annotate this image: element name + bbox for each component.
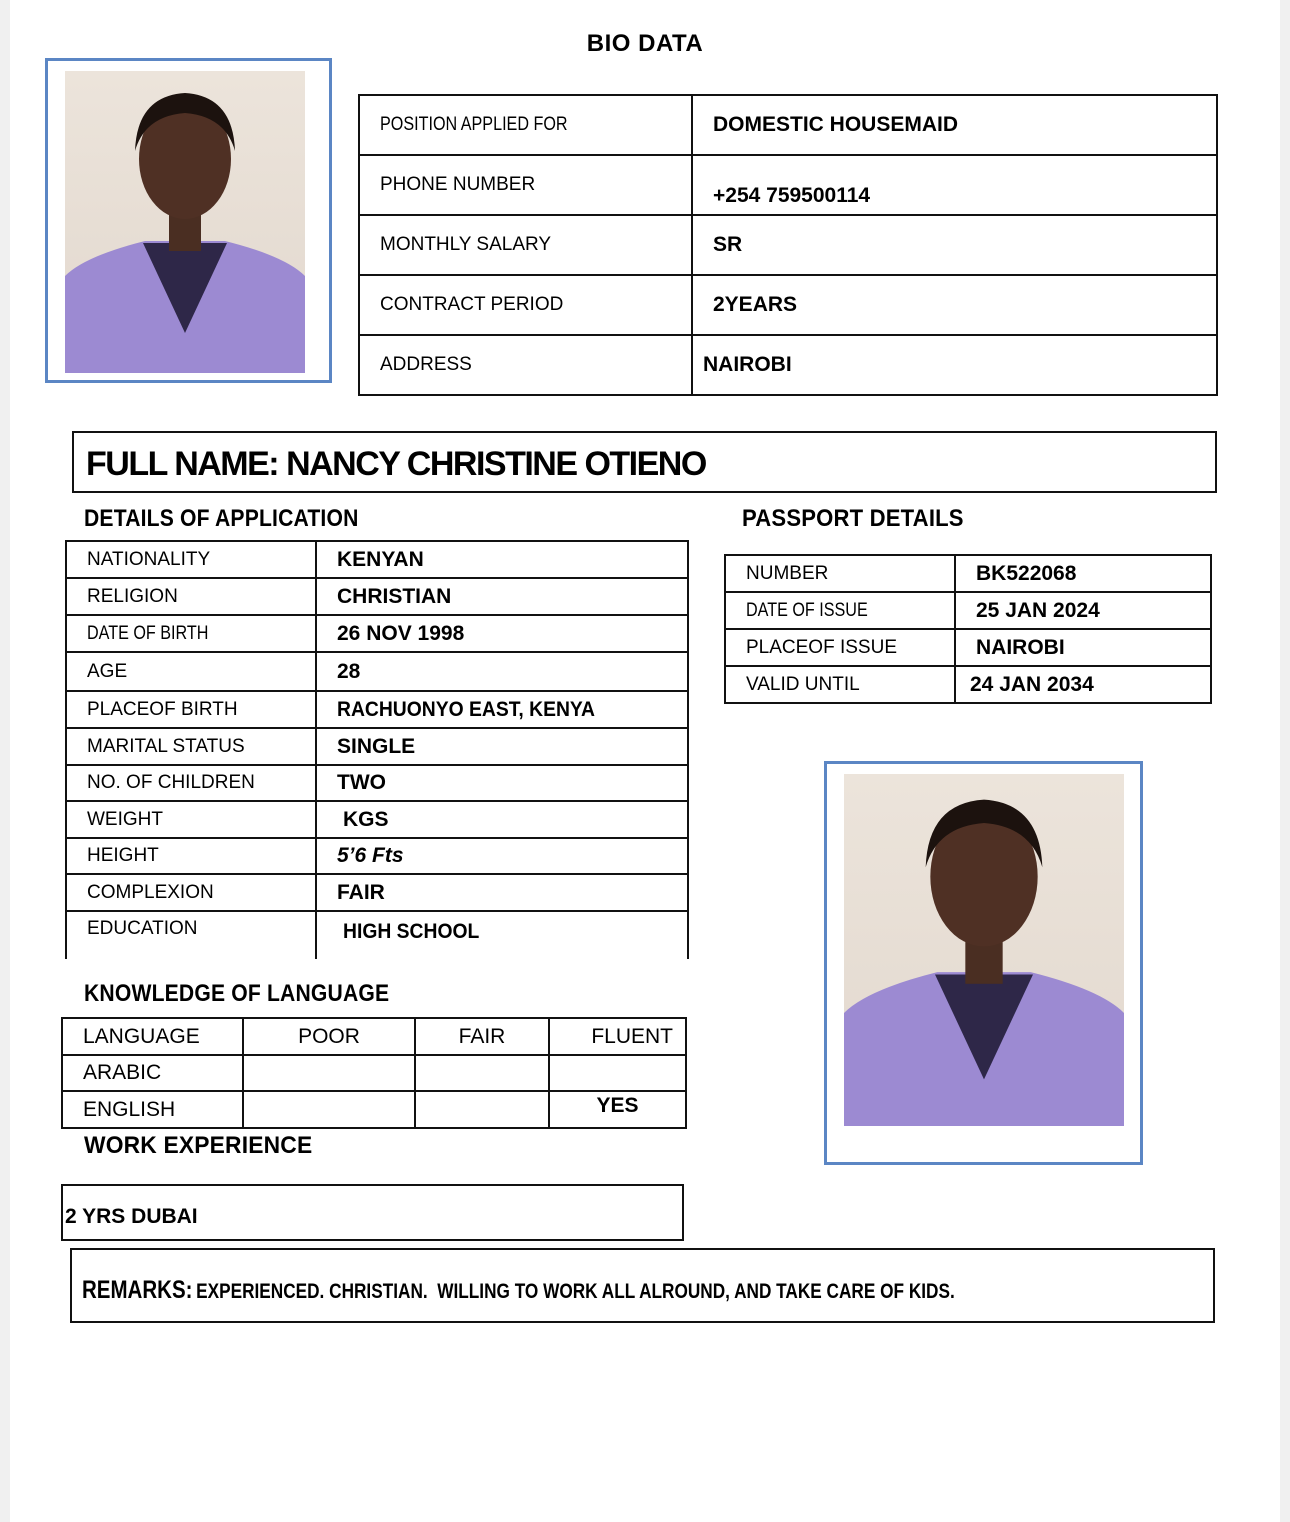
language-fair — [415, 1091, 549, 1128]
complexion-value: FAIR — [316, 874, 688, 911]
position-label: POSITION APPLIED FOR — [359, 95, 692, 155]
language-table — [61, 1017, 687, 1129]
full-name: FULL NAME: NANCY CHRISTINE OTIENO — [86, 445, 706, 483]
age-value: 28 — [316, 652, 688, 691]
marital-status-value: SINGLE — [316, 728, 688, 765]
children-label: NO. OF CHILDREN — [66, 765, 316, 801]
table-row — [62, 1091, 686, 1128]
table-row — [359, 275, 1217, 335]
table-row — [66, 578, 688, 615]
language-poor — [243, 1091, 415, 1128]
application-heading: DETAILS OF APPLICATION — [84, 505, 359, 532]
table-row — [66, 541, 688, 578]
complexion-label: COMPLEXION — [66, 874, 316, 911]
address-label: ADDRESS — [359, 335, 692, 395]
table-row — [62, 1055, 686, 1091]
religion-label: RELIGION — [66, 578, 316, 615]
table-row — [66, 801, 688, 838]
table-row — [66, 691, 688, 728]
passport-heading: PASSPORT DETAILS — [742, 505, 964, 532]
phone-value: +254 759500114 — [692, 155, 1217, 215]
table-row — [725, 666, 1211, 703]
passport-number-label: NUMBER — [725, 555, 955, 592]
issue-date-label: DATE OF ISSUE — [725, 592, 955, 629]
phone-label: PHONE NUMBER — [359, 155, 692, 215]
children-value: TWO — [316, 765, 688, 801]
place-of-birth-value: RACHUONYO EAST, KENYA — [316, 691, 688, 728]
height-label: HEIGHT — [66, 838, 316, 874]
dob-value: 26 NOV 1998 — [316, 615, 688, 652]
valid-until-label: VALID UNTIL — [725, 666, 955, 703]
remarks-text: EXPERIENCED. CHRISTIAN. WILLING TO WORK ALL ALROUND, AND TAKE CARE OF KIDS. — [196, 1280, 955, 1303]
table-row — [725, 629, 1211, 666]
religion-value: CHRISTIAN — [316, 578, 688, 615]
work-experience-box — [61, 1184, 684, 1241]
language-name: ENGLISH — [62, 1091, 243, 1128]
nationality-label: NATIONALITY — [66, 541, 316, 578]
weight-label: WEIGHT — [66, 801, 316, 838]
language-col-header: LANGUAGE — [62, 1018, 243, 1055]
table-row — [66, 874, 688, 911]
height-value: 5’6 Fts — [316, 838, 688, 874]
table-row — [66, 911, 688, 959]
address-value: NAIROBI — [692, 335, 1217, 395]
applicant-photo-frame-bottom — [824, 761, 1143, 1165]
table-row — [66, 652, 688, 691]
salary-value: SR — [692, 215, 1217, 275]
passport-number-value: BK522068 — [955, 555, 1211, 592]
applicant-photo — [65, 71, 305, 373]
language-fluent: YES — [549, 1091, 686, 1128]
work-experience-value: 2 YRS DUBAI — [65, 1205, 198, 1228]
passport-table — [724, 554, 1212, 704]
issue-date-value: 25 JAN 2024 — [955, 592, 1211, 629]
table-row — [66, 765, 688, 801]
language-header-row — [62, 1018, 686, 1055]
application-table — [65, 540, 689, 959]
education-value: HIGH SCHOOL — [316, 911, 688, 959]
position-value: DOMESTIC HOUSEMAID — [692, 95, 1217, 155]
fluent-col-header: FLUENT — [549, 1018, 686, 1055]
table-row — [66, 615, 688, 652]
remarks-label: REMARKS: — [82, 1276, 193, 1304]
place-of-birth-label: PLACEOF BIRTH — [66, 691, 316, 728]
dob-label: DATE OF BIRTH — [66, 615, 316, 652]
education-label: EDUCATION — [66, 911, 316, 959]
poor-col-header: POOR — [243, 1018, 415, 1055]
language-name: ARABIC — [62, 1055, 243, 1091]
table-row — [66, 838, 688, 874]
issue-place-label: PLACEOF ISSUE — [725, 629, 955, 666]
applicant-photo-frame-top — [45, 58, 332, 383]
marital-status-label: MARITAL STATUS — [66, 728, 316, 765]
salary-label: MONTHLY SALARY — [359, 215, 692, 275]
table-row — [359, 215, 1217, 275]
language-heading: KNOWLEDGE OF LANGUAGE — [84, 980, 390, 1007]
contract-label: CONTRACT PERIOD — [359, 275, 692, 335]
table-row — [359, 155, 1217, 215]
nationality-value: KENYAN — [316, 541, 688, 578]
table-row — [359, 335, 1217, 395]
remarks-box — [70, 1248, 1215, 1323]
fair-col-header: FAIR — [415, 1018, 549, 1055]
language-poor — [243, 1055, 415, 1091]
table-row — [725, 555, 1211, 592]
page-title: BIO DATA — [586, 30, 704, 57]
position-table — [358, 94, 1218, 396]
table-row — [359, 95, 1217, 155]
language-fair — [415, 1055, 549, 1091]
work-experience-heading: WORK EXPERIENCE — [84, 1132, 313, 1159]
contract-value: 2YEARS — [692, 275, 1217, 335]
language-fluent — [549, 1055, 686, 1091]
applicant-photo — [844, 774, 1124, 1126]
full-name-box — [72, 431, 1217, 493]
age-label: AGE — [66, 652, 316, 691]
issue-place-value: NAIROBI — [955, 629, 1211, 666]
valid-until-value: 24 JAN 2034 — [955, 666, 1211, 703]
table-row — [66, 728, 688, 765]
weight-value: KGS — [316, 801, 688, 838]
remarks-line — [82, 1276, 955, 1305]
table-row — [725, 592, 1211, 629]
